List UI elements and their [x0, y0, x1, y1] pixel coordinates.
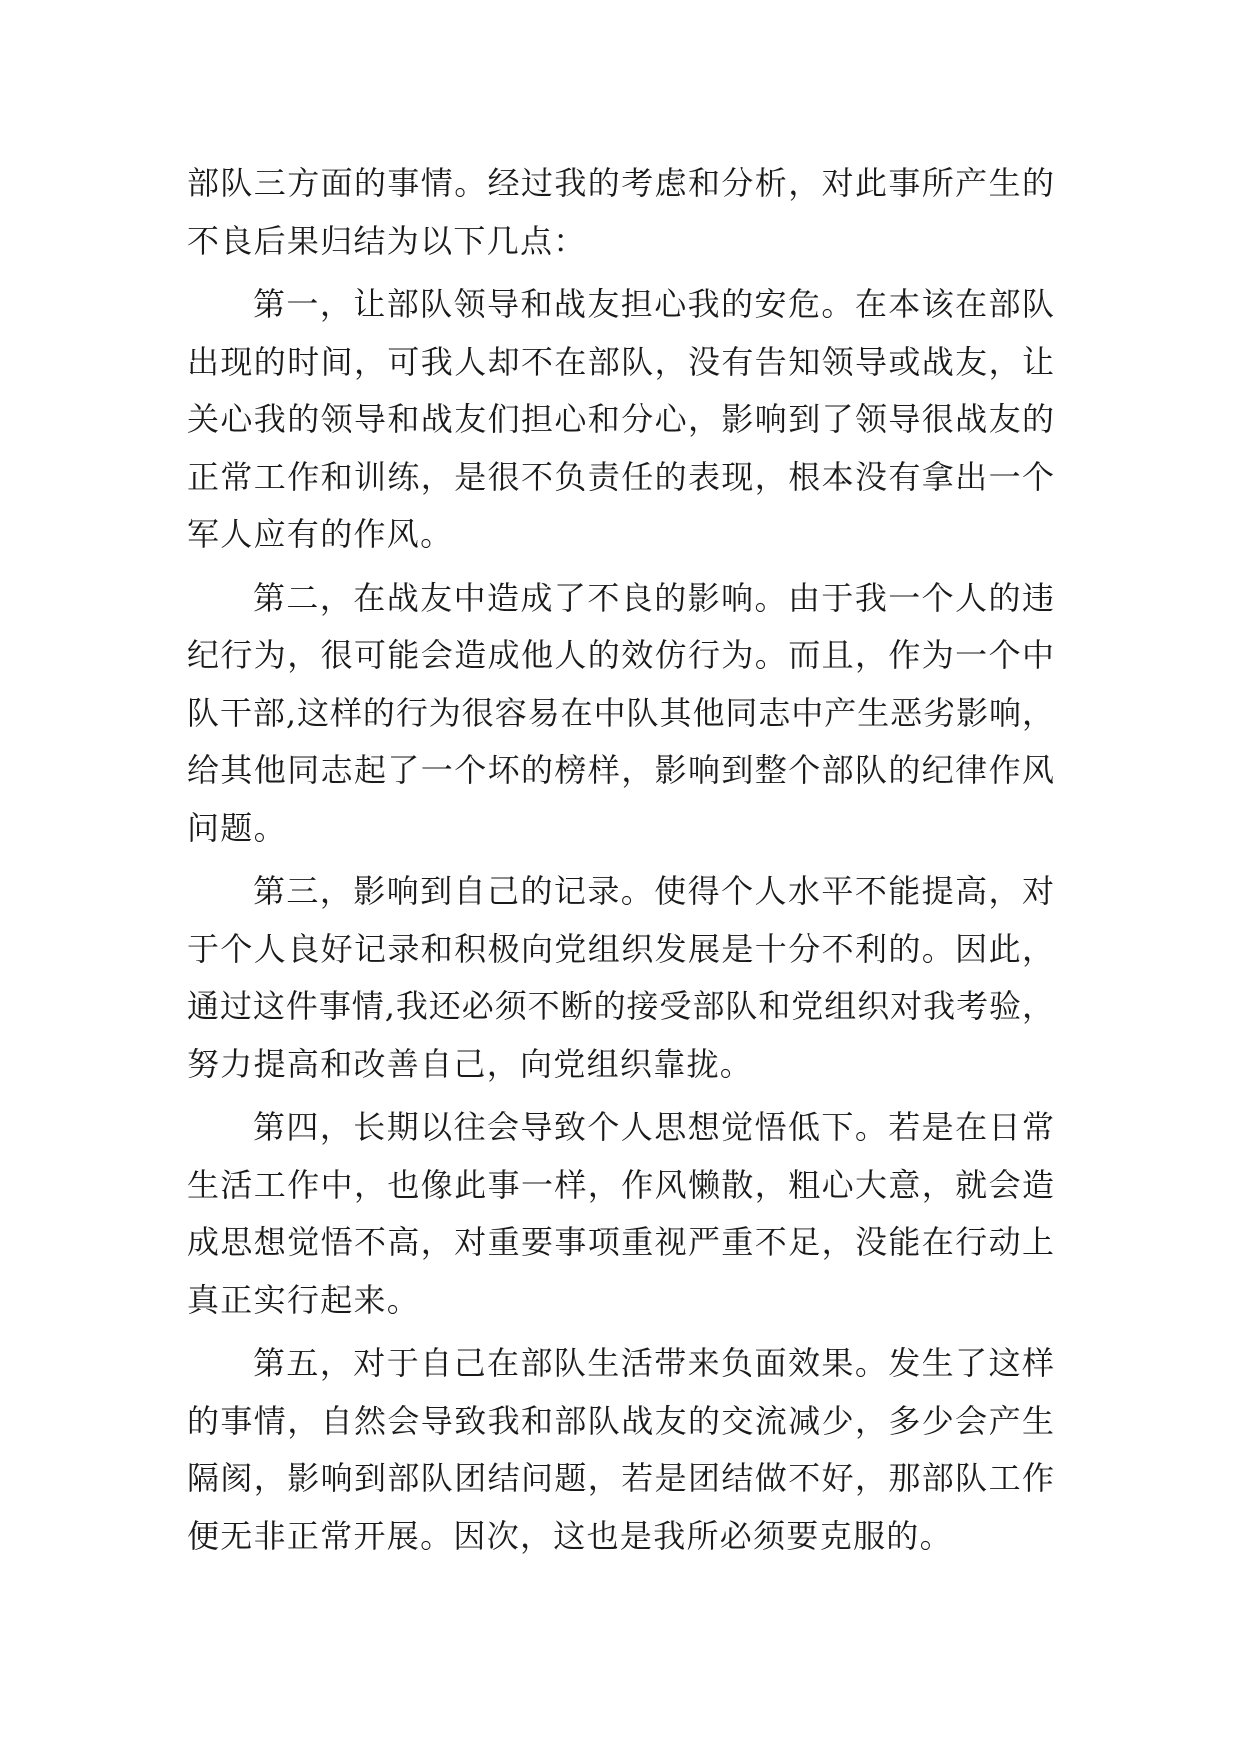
text-line: 军人应有的作风。 — [187, 515, 454, 553]
paragraph-first-point — [187, 276, 1054, 564]
text-line: 部队三方面的事情。经过我的考虑和分析，对此事所产生的 — [187, 164, 1054, 202]
text-line: 给其他同志起了一个坏的榜样，影响到整个部队的纪律作风 — [187, 751, 1054, 789]
text-line: 努力提高和改善自己，向党组织靠拢。 — [187, 1044, 754, 1083]
paragraph-fifth-point — [187, 1335, 1054, 1565]
text-line: 队干部,这样的行为很容易在中队其他同志中产生恶劣影响， — [187, 693, 1054, 732]
text-line: 生活工作中，也像此事一样，作风懒散，粗心大意，就会造 — [187, 1165, 1054, 1204]
paragraph-continuation — [187, 155, 1054, 270]
text-line: 关心我的领导和战友们担心和分心，影响到了领导很战友的 — [187, 400, 1054, 438]
paragraph-second-point — [187, 570, 1054, 858]
text-line: 隔阂，影响到部队团结问题，若是团结做不好，那部队工作 — [187, 1459, 1054, 1497]
text-line: 通过这件事情,我还必须不断的接受部队和党组织对我考验， — [187, 987, 1054, 1025]
paragraph-fourth-point — [187, 1099, 1054, 1329]
text-line: 第五，对于自己在部队生活带来负面效果。发生了这样 — [253, 1344, 1054, 1382]
text-line: 成思想觉悟不高，对重要事项重视严重不足，没能在行动上 — [187, 1223, 1054, 1261]
text-line: 正常工作和训练，是很不负责任的表现，根本没有拿出一个 — [187, 457, 1054, 496]
text-line: 出现的时间，可我人却不在部队，没有告知领导或战友，让 — [187, 342, 1054, 381]
text-line: 纪行为，很可能会造成他人的效仿行为。而且，作为一个中 — [187, 636, 1054, 674]
text-line: 真正实行起来。 — [187, 1280, 421, 1319]
text-line: 第三，影响到自己的记录。使得个人水平不能提高，对 — [253, 872, 1054, 910]
text-line: 问题。 — [187, 808, 287, 847]
text-line: 的事情，自然会导致我和部队战友的交流减少，多少会产生 — [187, 1401, 1054, 1440]
document-body — [187, 155, 1054, 1565]
paragraph-third-point — [187, 863, 1054, 1093]
text-line: 不良后果归结为以下几点： — [187, 221, 587, 260]
text-line: 第一，让部队领导和战友担心我的安危。在本该在部队 — [253, 285, 1054, 323]
text-line: 便无非正常开展。因次，这也是我所必须要克服的。 — [187, 1516, 953, 1555]
text-line: 于个人良好记录和积极向党组织发展是十分不利的。因此， — [187, 929, 1054, 968]
text-line: 第二，在战友中造成了不良的影响。由于我一个人的违 — [253, 578, 1054, 617]
text-line: 第四，长期以往会导致个人思想觉悟低下。若是在日常 — [253, 1108, 1054, 1146]
